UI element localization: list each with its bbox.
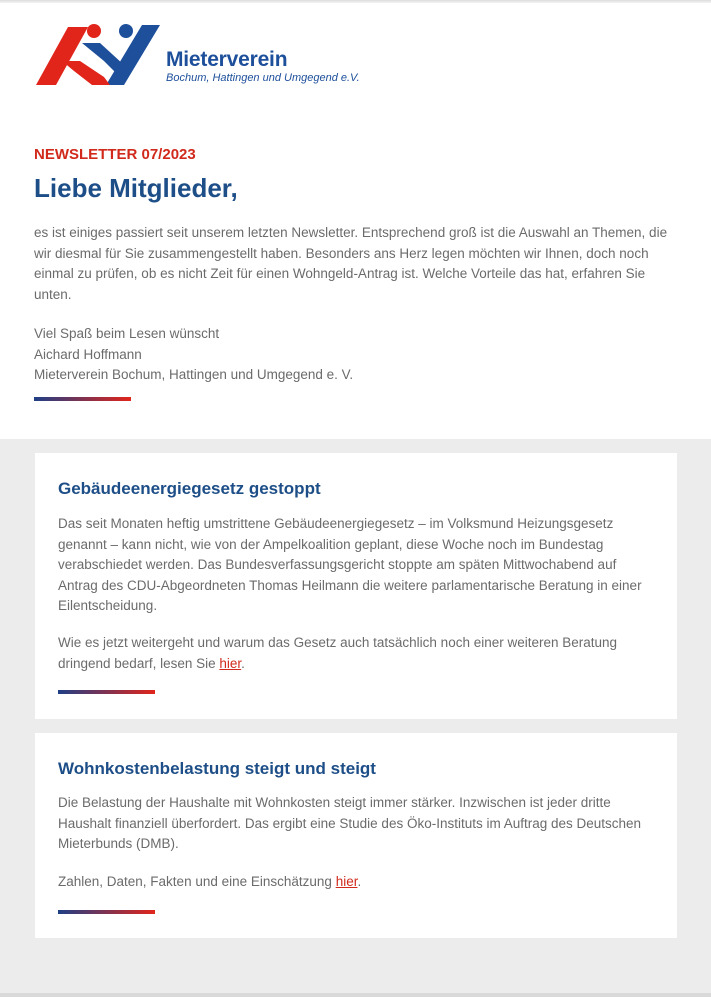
greeting-heading: Liebe Mitglieder,: [34, 173, 238, 203]
signature-line-1: Viel Spaß beim Lesen wünscht: [34, 326, 220, 341]
article-title: Gebäudeenergiegesetz gestoppt: [58, 479, 321, 498]
article-more: [58, 633, 658, 674]
article-card-gebaeudeenergiegesetz: [35, 453, 677, 719]
article-title: Wohnkostenbelastung steigt und steigt: [58, 759, 376, 778]
signature-organization: Mieterverein Bochum, Hattingen und Umgegend e. V.: [34, 367, 354, 382]
logo-name: Mieterverein: [166, 48, 288, 71]
signature: [34, 324, 353, 386]
header-divider: [34, 397, 131, 401]
article-more-text: Zahlen, Daten, Fakten und eine Einschätzung: [58, 874, 336, 889]
article-more-end: .: [241, 655, 245, 671]
intro-text: es ist einiges passiert seit unserem letzten Newsletter. Entsprechend groß ist die Auswahl an Themen, die wir diesmal für Sie zusammengestellt haben. Besonders ans Herz legen möchten wir Ihnen, doch noch einmal zu prüfen, ob es nicht Zeit für einen Wohngeld-Antrag ist. Welche Vorteile das hat, erfahren Sie unten.: [34, 225, 668, 302]
article-body: Die Belastung der Haushalte mit Wohnkosten steigt immer stärker. Inzwischen ist jeder dritte Haushalt finanziell überfordert. Das ergibt eine Studie des Öko-Instituts im Auftrag des Deutschen Mieterbunds (DMB).: [58, 795, 642, 851]
signature-name: Aichard Hoffmann: [34, 346, 142, 362]
article-more-text: Wie es jetzt weitergeht und warum das Gesetz auch tatsächlich noch einer weiteren Beratung dringend bedarf, lesen Sie: [58, 635, 618, 671]
article-divider: [58, 910, 155, 914]
mieterverein-logo[interactable]: [34, 21, 394, 87]
logo-subtitle: Bochum, Hattingen und Umgegend e.V.: [166, 72, 360, 84]
logo-mark-icon: [34, 21, 174, 87]
article-divider: [58, 690, 155, 694]
article-read-more-link[interactable]: hier: [219, 655, 242, 671]
article-more-end: .: [357, 874, 362, 889]
bottom-border: [0, 993, 711, 997]
article-card-wohnkostenbelastung: [35, 733, 677, 938]
article-more: [58, 872, 658, 893]
newsletter-label: NEWSLETTER 07/2023: [34, 146, 196, 163]
article-body: Das seit Monaten heftig umstrittene Gebäudeenergiegesetz – im Volksmund Heizungsgesetz genannt – kann nicht, wie von der Ampelkoalition geplant, diese Woche noch im Bundestag verabschiedet werden. Das Bundesverfassungsgericht stoppte am späten Mittwochabend auf Antrag des CDU-Abgeordneten Thomas Heilmann die weitere parlamentarische Beratung in einer Eilentscheidung.: [58, 516, 642, 613]
article-read-more-link[interactable]: hier: [335, 874, 358, 889]
newsletter-header: [0, 3, 711, 439]
